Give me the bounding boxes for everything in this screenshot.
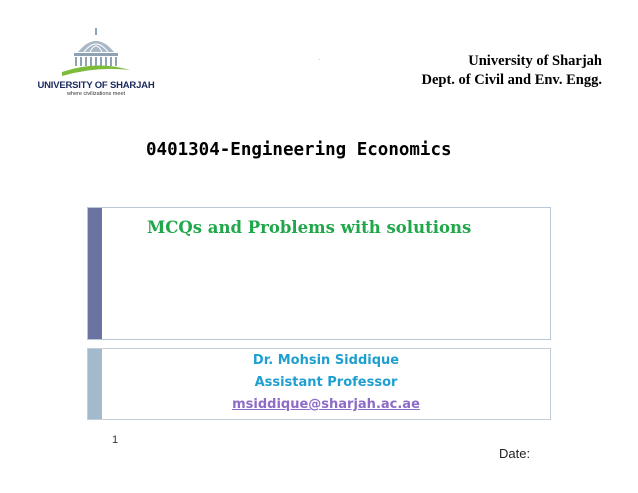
author-email-link[interactable]: msiddique@sharjah.ac.ae xyxy=(232,397,420,412)
university-logo xyxy=(36,26,156,96)
department-name: Dept. of Civil and Env. Engg. xyxy=(421,72,602,88)
course-title: 0401304-Engineering Economics xyxy=(146,140,452,160)
date-label: Date: xyxy=(499,446,531,461)
logo-university-name: UNIVERSITY OF SHARJAH xyxy=(37,80,155,91)
university-header xyxy=(422,52,603,90)
title-box xyxy=(87,207,551,340)
author-name: Dr. Mohsin Siddique xyxy=(252,353,400,368)
author-accent-bar xyxy=(88,349,102,419)
slide-number: 1 xyxy=(112,434,119,446)
presentation-title: MCQs and Problems with solutions xyxy=(147,218,472,237)
university-name: University of Sharjah xyxy=(468,53,602,69)
university-dome-icon xyxy=(60,26,132,78)
author-box xyxy=(87,348,551,420)
stray-dot: . xyxy=(319,56,321,62)
author-role: Assistant Professor xyxy=(254,375,398,390)
title-accent-bar xyxy=(88,208,102,339)
logo-tagline: where civilizations meet xyxy=(66,91,126,97)
